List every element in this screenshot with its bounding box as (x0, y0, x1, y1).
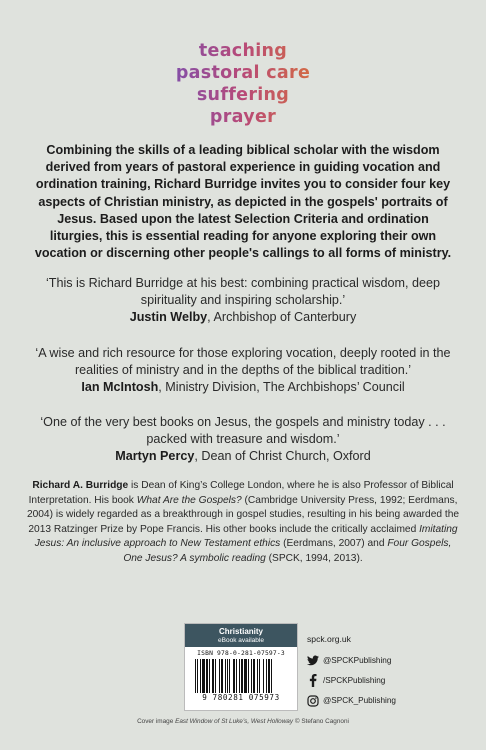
barcode-bar (209, 659, 210, 693)
category-label: Christianity (218, 627, 263, 636)
barcode-bar (206, 659, 208, 693)
barcode-bar (271, 659, 272, 693)
bio-text: is Dean of King’s College London, where he is also Professor of Biblical Interpretation. His book (28, 480, 454, 506)
facebook-handle: /SPCKPublishing (323, 676, 386, 685)
barcode-bar (221, 659, 223, 693)
keyword-list (0, 40, 486, 128)
quote-text: ‘A wise and rich resource for those exploring vocation, deeply rooted in the realities of ministry and in the depths of the biblical tradition.’ (35, 346, 451, 378)
barcode-bar (212, 659, 214, 693)
bio-text: (Cambridge University Press, 1992; Eerdmans, 2004) is widely regarded as a breakthrough in gospel studies, resulting in his being awarded the 2013 Ratzinger Prize by Pope Francis. His other books include the critically acclaimed (26, 494, 460, 535)
isbn-label: ISBN 978-0-281-07597-3 (197, 650, 285, 657)
barcode-bar (233, 659, 235, 693)
quote-text: ‘This is Richard Burridge at his best: combining practical wisdom, deep spirituality and inspiring scholarship.’ (45, 276, 441, 308)
barcode-bar (248, 659, 249, 693)
instagram-icon (307, 695, 319, 707)
barcode-bar (266, 659, 267, 693)
barcode-bar (219, 659, 220, 693)
barcode-bar (259, 659, 260, 693)
quote-attribution (24, 448, 462, 465)
barcode-bar (268, 659, 270, 693)
quote-author: Martyn Percy (115, 449, 195, 464)
barcode-bar (195, 659, 196, 693)
barcode-image (193, 659, 289, 693)
barcode-bar (236, 659, 237, 693)
category-header (185, 624, 297, 647)
credit-prefix: Cover image (137, 718, 176, 725)
barcode-number: 9 780281 075973 (202, 693, 280, 702)
instagram-handle: @SPCK_Publishing (323, 696, 396, 705)
endorsement-quote (24, 414, 462, 466)
barcode-bar (197, 659, 198, 693)
publisher-info (307, 634, 467, 714)
bio-text: (Eerdmans, 2007) and (280, 538, 388, 550)
cover-image-credit (0, 718, 486, 725)
quote-role: , Dean of Christ Church, Oxford (194, 449, 371, 464)
endorsement-quote (24, 345, 462, 397)
bio-book-title: What Are the Gospels? (136, 494, 242, 506)
keyword-suffering: suffering (0, 84, 486, 106)
bio-book-title: Imitating Jesus: An inclusive approach to New Testament ethics (34, 523, 458, 550)
barcode-bar (239, 659, 240, 693)
keyword-teaching: teaching (0, 40, 486, 62)
barcode-bar (227, 659, 228, 693)
keyword-prayer: prayer (0, 106, 486, 128)
barcode-bar (229, 659, 230, 693)
bio-text: (SPCK, 1994, 2013). (265, 552, 363, 564)
bio-book-title: Four Gospels, One Jesus? A symbolic reading (123, 538, 452, 564)
barcode-bar (257, 659, 258, 693)
ebook-label: eBook available (218, 637, 264, 644)
social-facebook[interactable] (307, 674, 467, 687)
quote-role: , Archbishop of Canterbury (207, 310, 357, 325)
barcode-bar (241, 659, 243, 693)
author-bio (24, 479, 462, 567)
barcode-panel (184, 623, 298, 711)
twitter-handle: @SPCKPublishing (323, 656, 392, 665)
publisher-website[interactable]: spck.org.uk (307, 634, 351, 644)
barcode-bar (251, 659, 252, 693)
barcode-bar (202, 659, 205, 693)
barcode-bar (225, 659, 226, 693)
bio-author-name: Richard A. Burridge (32, 480, 129, 491)
credit-title: East Window of St Luke’s, West Holloway (175, 718, 294, 725)
quote-text: ‘One of the very best books on Jesus, the gospels and ministry today . . . packed with treasure and wisdom.’ (40, 415, 446, 447)
social-twitter[interactable] (307, 654, 467, 667)
facebook-icon (307, 675, 319, 687)
quote-author: Justin Welby (129, 310, 208, 325)
keyword-pastoral-care: pastoral care (0, 62, 486, 84)
barcode-bar (253, 659, 255, 693)
barcode-bar (200, 659, 201, 693)
quote-attribution (24, 309, 462, 326)
quote-author: Ian McIntosh (81, 380, 159, 395)
twitter-icon (307, 655, 319, 667)
barcode-bar (215, 659, 216, 693)
barcode-bar (263, 659, 264, 693)
social-instagram[interactable] (307, 694, 467, 707)
endorsement-quote (24, 275, 462, 327)
barcode-bar (244, 659, 247, 693)
quote-attribution (24, 379, 462, 396)
quote-role: , Ministry Division, The Archbishops’ Council (158, 380, 405, 395)
credit-suffix: © Stefano Cagnoni (293, 718, 349, 725)
book-blurb: Combining the skills of a leading biblical scholar with the wisdom derived from years of pastoral experience in guiding vocation and ordination training, Richard Burridge invites you to consider four key aspects of Christian ministry, as depicted in the gospels' portraits of Jesus. Based upon the latest Selection Criteria and ordination liturgies, this is essential reading for anyone exploring their own vocation or discerning other people's callings to all forms of ministry. (34, 143, 452, 261)
